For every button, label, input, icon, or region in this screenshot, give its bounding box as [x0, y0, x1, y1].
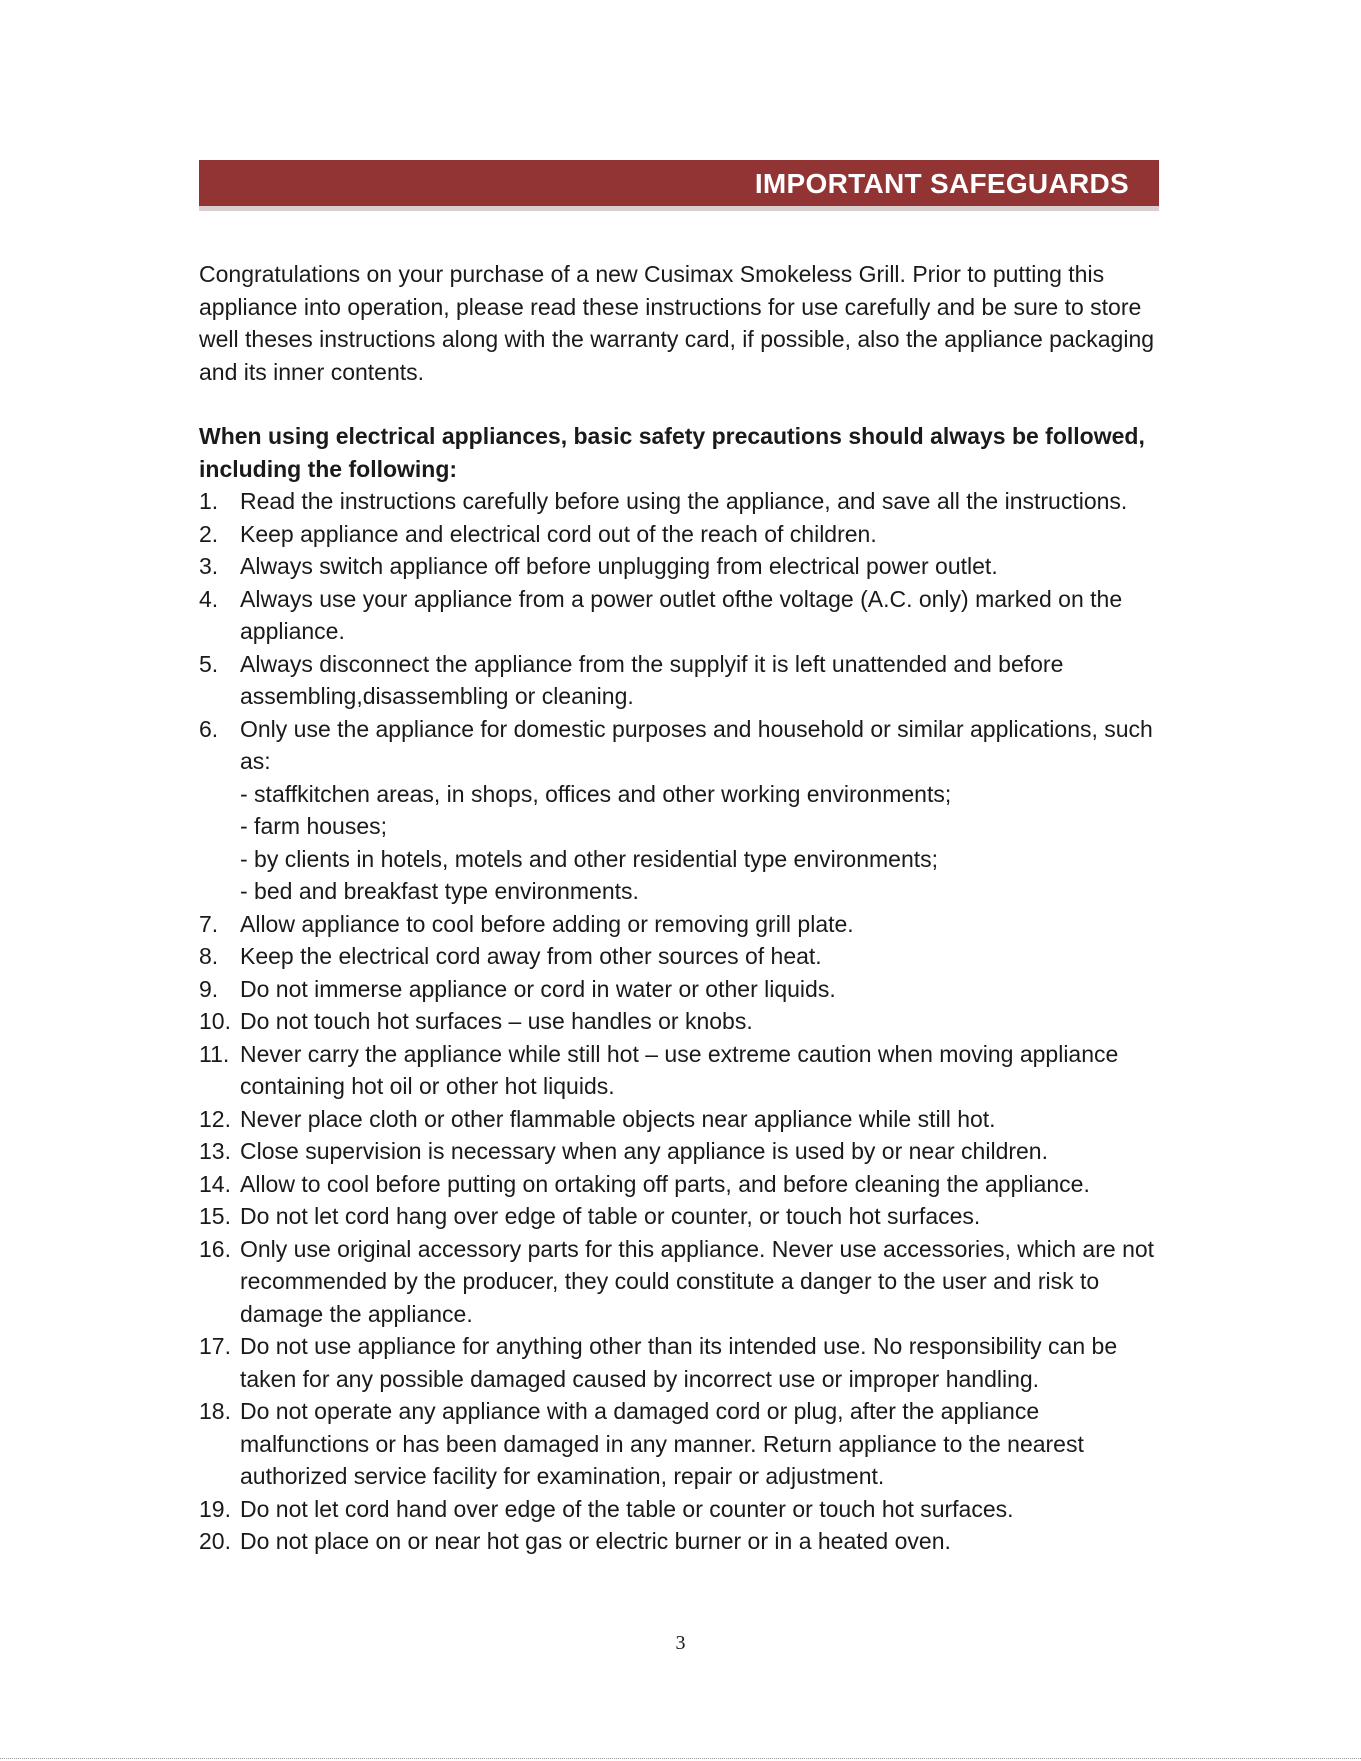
safeguard-number: 20.	[199, 1528, 231, 1554]
safeguard-item	[199, 1038, 1174, 1103]
section-header-bar	[199, 160, 1159, 211]
safeguard-number: 13.	[199, 1138, 231, 1164]
safeguard-item	[199, 583, 1174, 648]
safeguard-item	[199, 1330, 1174, 1395]
safeguard-number: 16.	[199, 1235, 231, 1262]
safeguard-text: Do not place on or near hot gas or electric burner or in a heated oven.	[240, 1528, 951, 1554]
safeguard-text: Always switch appliance off before unplugging from electrical power outlet.	[240, 553, 998, 579]
safeguard-number: 7.	[199, 910, 219, 937]
safeguard-item	[199, 1233, 1174, 1331]
safeguard-text: Always disconnect the appliance from the supplyif it is left unattended and before assembling,disassembling or cleaning.	[240, 650, 1064, 709]
safeguard-item	[199, 1395, 1174, 1493]
safeguard-text: Do not use appliance for anything other than its intended use. No responsibility can be taken for any possible damaged caused by incorrect use or improper handling.	[240, 1333, 1118, 1392]
safeguard-number: 8.	[199, 943, 219, 969]
safeguard-item	[199, 648, 1174, 713]
safeguard-text: Only use original accessory parts for this appliance. Never use accessories, which are not recommended by the producer, they could constitute a danger to the user and risk to damage the appliance.	[240, 1235, 1155, 1327]
safeguard-text: Do not touch hot surfaces – use handles or knobs.	[240, 1008, 753, 1034]
safeguard-number: 10.	[199, 1008, 231, 1034]
safeguard-number: 12.	[199, 1105, 231, 1132]
safeguard-number: 9.	[199, 975, 219, 1002]
safeguard-item	[199, 1135, 1174, 1168]
safeguard-item	[199, 908, 1174, 941]
safeguard-text: Keep the electrical cord away from other sources of heat.	[240, 943, 822, 969]
safeguard-text: Never place cloth or other flammable objects near appliance while still hot.	[240, 1105, 996, 1132]
safeguard-text: Always use your appliance from a power outlet ofthe voltage (A.C. only) marked on the appliance.	[240, 585, 1123, 644]
precaution-heading: When using electrical appliances, basic safety precautions should always be followed, including the following:	[199, 423, 1145, 482]
safeguard-number: 2.	[199, 520, 219, 547]
safeguard-text: Allow to cool before putting on ortaking off parts, and before cleaning the appliance.	[240, 1170, 1090, 1197]
safeguard-number: 14.	[199, 1170, 231, 1197]
safeguard-item	[199, 518, 1174, 551]
safeguard-item	[199, 940, 1174, 973]
safeguard-number: 15.	[199, 1203, 231, 1229]
safeguard-text: Close supervision is necessary when any appliance is used by or near children.	[240, 1138, 1048, 1164]
safeguard-number: 3.	[199, 553, 219, 579]
safeguard-text: Do not operate any appliance with a damaged cord or plug, after the appliance malfunctions or has been damaged in any manner. Return appliance to the nearest authorized service facility for examination, repair or adjustment.	[240, 1398, 1084, 1489]
safeguard-number: 18.	[199, 1398, 231, 1424]
safeguard-item	[199, 485, 1174, 518]
safeguard-sub-item: - farm houses;	[240, 813, 387, 839]
safeguard-sub-item: - bed and breakfast type environments.	[240, 878, 639, 904]
safeguard-number: 19.	[199, 1495, 231, 1522]
safeguard-text: Do not let cord hang over edge of table or counter, or touch hot surfaces.	[240, 1203, 981, 1229]
safeguard-number: 11.	[199, 1040, 230, 1067]
safeguard-sub-item: - staffkitchen areas, in shops, offices and other working environments;	[240, 780, 952, 807]
safeguard-number: 5.	[199, 650, 219, 677]
safeguard-item	[199, 1103, 1174, 1136]
safeguard-number: 6.	[199, 715, 219, 742]
page-content	[199, 258, 1174, 1558]
safeguards-list	[199, 485, 1174, 1558]
safeguard-text: Allow appliance to cool before adding or removing grill plate.	[240, 910, 854, 937]
safeguard-number: 4.	[199, 585, 219, 612]
safeguard-item	[199, 1005, 1174, 1038]
safeguard-item	[199, 973, 1174, 1006]
page-bottom-rule	[0, 1758, 1361, 1760]
safeguard-item	[199, 713, 1174, 908]
safeguard-text: Read the instructions carefully before using the appliance, and save all the instructions.	[240, 488, 1128, 514]
safeguard-sub-item: - by clients in hotels, motels and other residential type environments;	[240, 845, 939, 872]
safeguard-item	[199, 1493, 1174, 1526]
safeguard-text: Only use the appliance for domestic purposes and household or similar applications, such as:	[240, 715, 1153, 774]
intro-paragraph: Congratulations on your purchase of a new Cusimax Smokeless Grill. Prior to putting this appliance into operation, please read these instructions for use carefully and be sure to store well theses instructions along with the warranty card, if possible, also the appliance packaging and its inner contents.	[199, 261, 1155, 385]
safeguard-number: 1.	[199, 488, 219, 514]
section-title: IMPORTANT SAFEGUARDS	[754, 168, 1129, 199]
safeguard-item	[199, 550, 1174, 583]
safeguard-item	[199, 1168, 1174, 1201]
safeguard-text: Do not immerse appliance or cord in water or other liquids.	[240, 975, 836, 1002]
safeguard-text: Never carry the appliance while still hot – use extreme caution when moving appliance containing hot oil or other hot liquids.	[240, 1040, 1119, 1099]
safeguard-item	[199, 1200, 1174, 1233]
safeguard-item	[199, 1525, 1174, 1558]
safeguard-number: 17.	[199, 1333, 231, 1359]
safeguard-text: Keep appliance and electrical cord out of the reach of children.	[240, 520, 877, 547]
safeguard-text: Do not let cord hand over edge of the table or counter or touch hot surfaces.	[240, 1495, 1014, 1522]
page-number: 3	[675, 1632, 686, 1654]
